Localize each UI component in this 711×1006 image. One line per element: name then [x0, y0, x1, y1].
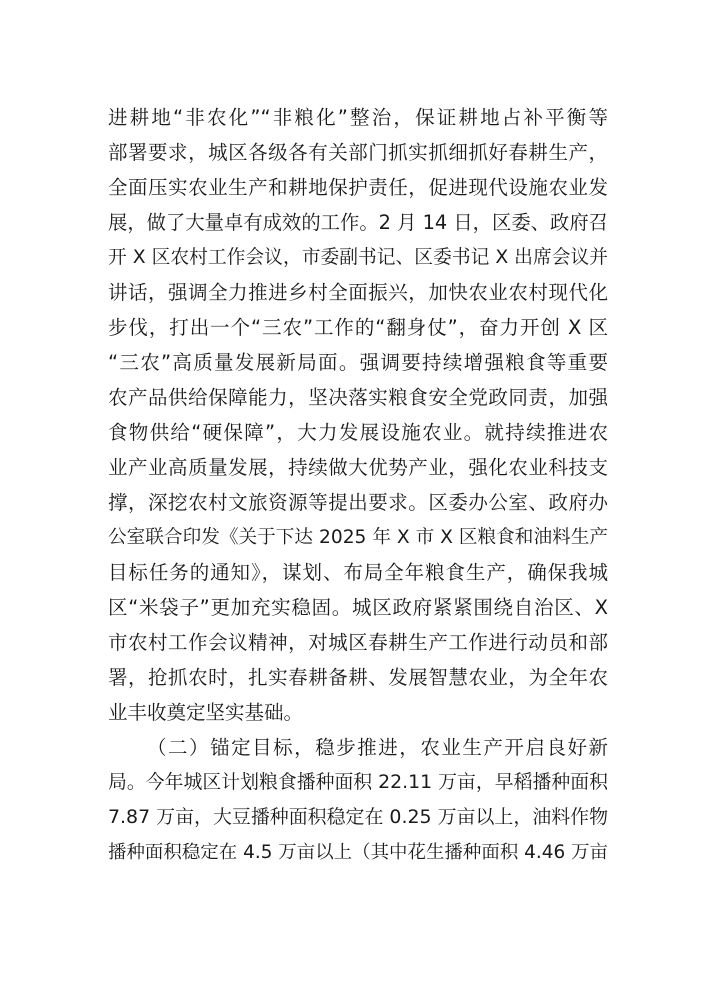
text-line: 展，做了大量卓有成效的工作。2 月 14 日，区委、政府召	[108, 211, 608, 234]
text-line: 播种面积稳定在 4.5 万亩以上（其中花生播种面积 4.46 万亩	[108, 842, 608, 863]
text-line: 公室联合印发《关于下达 2025 年 X 市 X 区粮食和油料生产	[108, 527, 608, 548]
text-line: 步伐，打出一个“三农”工作的“翻身仗”，奋力开创 X 区	[108, 316, 608, 339]
text-line: 署，抢抓农时，扎实春耕备耕、发展智慧农业，为全年农	[108, 666, 608, 689]
text-line: （二）锚定目标，稳步推进，农业生产开启良好新	[147, 736, 608, 759]
text-line: 市农村工作会议精神，对城区春耕生产工作进行动员和部	[108, 631, 608, 654]
text-line: 业产业高质量发展，持续做大优势产业，强化农业科技支	[108, 456, 608, 479]
text-line: 开 X 区农村工作会议，市委副书记、区委书记 X 出席会议并	[108, 247, 608, 268]
text-line: 局。今年城区计划粮食播种面积 22.11 万亩，早稻播种面积	[108, 771, 608, 793]
text-line: 食物供给“硬保障”，大力发展设施农业。就持续推进农	[108, 421, 608, 444]
text-line: “三农”高质量发展新局面。强调要持续增强粮食等重要	[108, 351, 608, 374]
text-line: 目标任务的通知》，谋划、布局全年粮食生产，确保我城	[108, 561, 608, 584]
text-line: 讲话，强调全力推进乡村全面振兴，加快农业农村现代化	[108, 281, 608, 304]
text-line: 部署要求，城区各级各有关部门抓实抓细抓好春耕生产，	[108, 141, 608, 164]
text-line: 业丰收奠定坚实基础。	[108, 701, 304, 724]
text-line: 全面压实农业生产和耕地保护责任，促进现代设施农业发	[108, 176, 608, 199]
text-line: 区“米袋子”更加充实稳固。城区政府紧紧围绕自治区、X	[108, 596, 608, 619]
text-line: 进耕地“非农化”“非粮化”整治，保证耕地占补平衡等	[108, 106, 608, 129]
text-line: 农产品供给保障能力，坚决落实粮食安全党政同责，加强	[108, 386, 608, 409]
body-text	[108, 100, 608, 870]
text-line: 撑，深挖农村文旅资源等提出要求。区委办公室、政府办	[108, 491, 608, 514]
text-line: 7.87 万亩，大豆播种面积稳定在 0.25 万亩以上，油料作物	[108, 806, 608, 828]
